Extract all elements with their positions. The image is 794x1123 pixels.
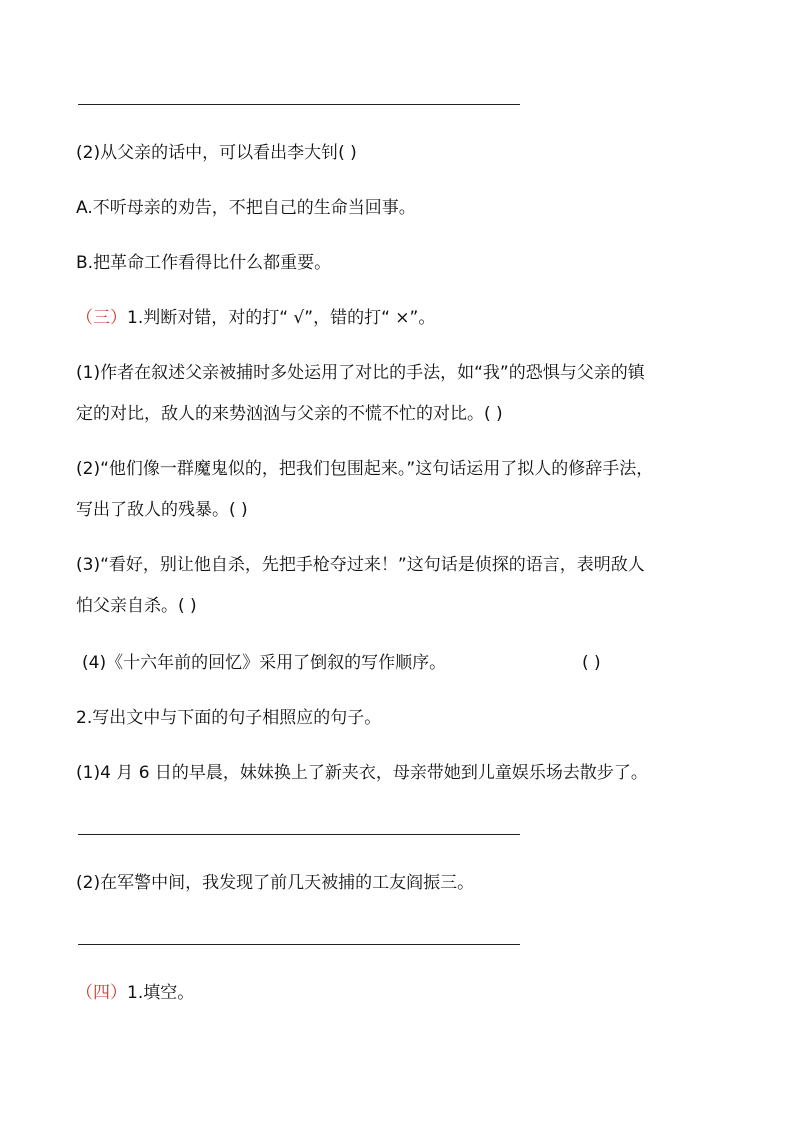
statement-1-line-2: 定的对比，敌人的来势汹汹与父亲的不慌不忙的对比。( ) <box>76 404 503 424</box>
question-stem: (2)从父亲的话中，可以看出李大钊( ) <box>76 143 357 163</box>
statement-2-line-2: 写出了敌人的残暴。( ) <box>76 500 248 520</box>
answer-line <box>78 834 520 835</box>
answer-line <box>78 104 520 105</box>
section-three-heading <box>76 306 435 330</box>
section-marker: （三） <box>76 308 127 328</box>
question-2-sentence-1: (1)4 月 6 日的早晨，妹妹换上了新夹衣，母亲带她到儿童娱乐场去散步了。 <box>76 763 648 783</box>
option-b: B.把革命工作看得比什么都重要。 <box>76 253 332 273</box>
statement-2-line-1: (2)“他们像一群魔鬼似的，把我们包围起来。”这句话运用了拟人的修辞手法， <box>76 459 654 479</box>
statement-4-answer-paren: ( ) <box>582 653 601 673</box>
statement-4 <box>82 651 446 675</box>
option-a: A.不听母亲的劝告，不把自己的生命当回事。 <box>76 198 416 218</box>
answer-line <box>78 944 520 945</box>
statement-4-text: (4)《十六年前的回忆》采用了倒叙的写作顺序。 <box>82 653 447 673</box>
statement-3-line-1: (3)“看好，别让他自杀，先把手枪夺过来！”这句话是侦探的语言，表明敌人 <box>76 555 645 575</box>
question-2-title: 2.写出文中与下面的句子相照应的句子。 <box>76 708 382 728</box>
section-four-heading <box>76 981 194 1005</box>
section-instruction: 1.判断对错，对的打“ √”，错的打“ ×”。 <box>127 308 436 328</box>
section-instruction: 1.填空。 <box>127 983 195 1003</box>
statement-1-line-1: (1)作者在叙述父亲被捕时多处运用了对比的手法，如“我”的恐惧与父亲的镇 <box>76 363 645 383</box>
section-marker: （四） <box>76 983 127 1003</box>
question-2-sentence-2: (2)在军警中间，我发现了前几天被捕的工友阎振三。 <box>76 873 475 893</box>
statement-3-line-2: 怕父亲自杀。( ) <box>76 596 197 616</box>
